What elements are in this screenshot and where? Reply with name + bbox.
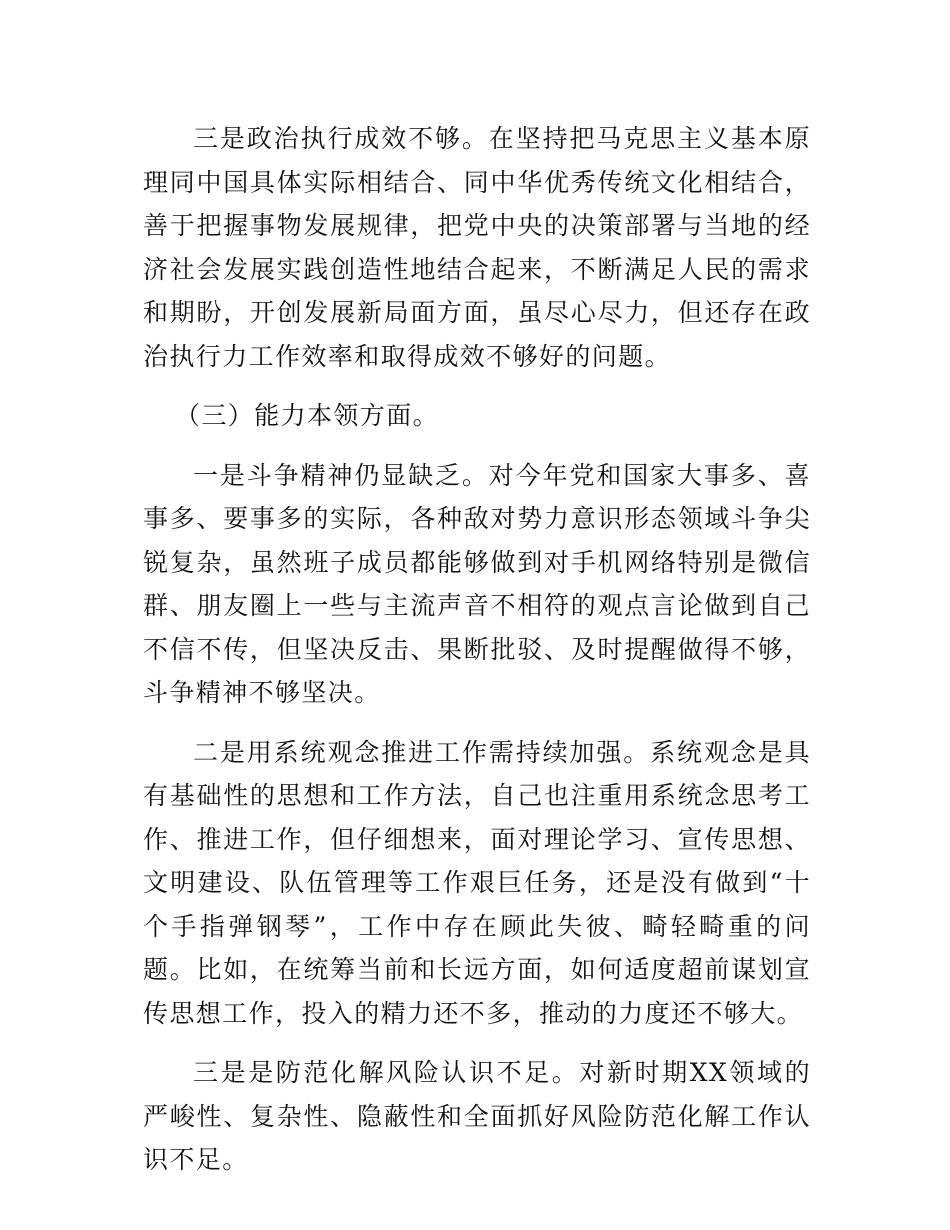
paragraph-struggle-spirit: 一是斗争精神仍显缺乏。对今年党和国家大事多、喜事多、要事多的实际，各种敌对势力意识形态领域斗争尖锐复杂，虽然班子成员都能够做到对手机网络特别是微信群、朋友圈上一些与主流声音不相符的观点言论做到自己不信不传，但坚决反击、果断批驳、及时提醒做得不够，斗争精神不够坚决。	[143, 460, 811, 707]
document-body	[143, 117, 811, 1198]
paragraph-political-execution: 三是政治执行成效不够。在坚持把马克思主义基本原理同中国具体实际相结合、同中华优秀传统文化相结合，善于把握事物发展规律，把党中央的决策部署与当地的经济社会发展实践创造性地结合起来，不断满足人民的需求和期盼，开创发展新局面方面，虽尽心尽力，但还存在政治执行力工作效率和取得成效不够好的问题。	[143, 124, 811, 371]
paragraph-risk-prevention: 三是是防范化解风险认识不足。对新时期XX领域的严峻性、复杂性、隐蔽性和全面抓好风险防范化解工作认识不足。	[143, 1058, 811, 1174]
section-heading-ability: （三）能力本领方面。	[175, 401, 440, 430]
paragraph-system-concept: 二是用系统观念推进工作需持续加强。系统观念是具有基础性的思想和工作方法，自己也注重用系统念思考工作、推进工作，但仔细想来，面对理论学习、宣传思想、文明建设、队伍管理等工作艰巨任务，还是没有做到“十个手指弹钢琴”，工作中存在顾此失彼、畸轻畸重的问题。比如，在统筹当前和长远方面，如何适度超前谋划宣传思想工作，投入的精力还不多，推动的力度还不够大。	[143, 737, 811, 1028]
